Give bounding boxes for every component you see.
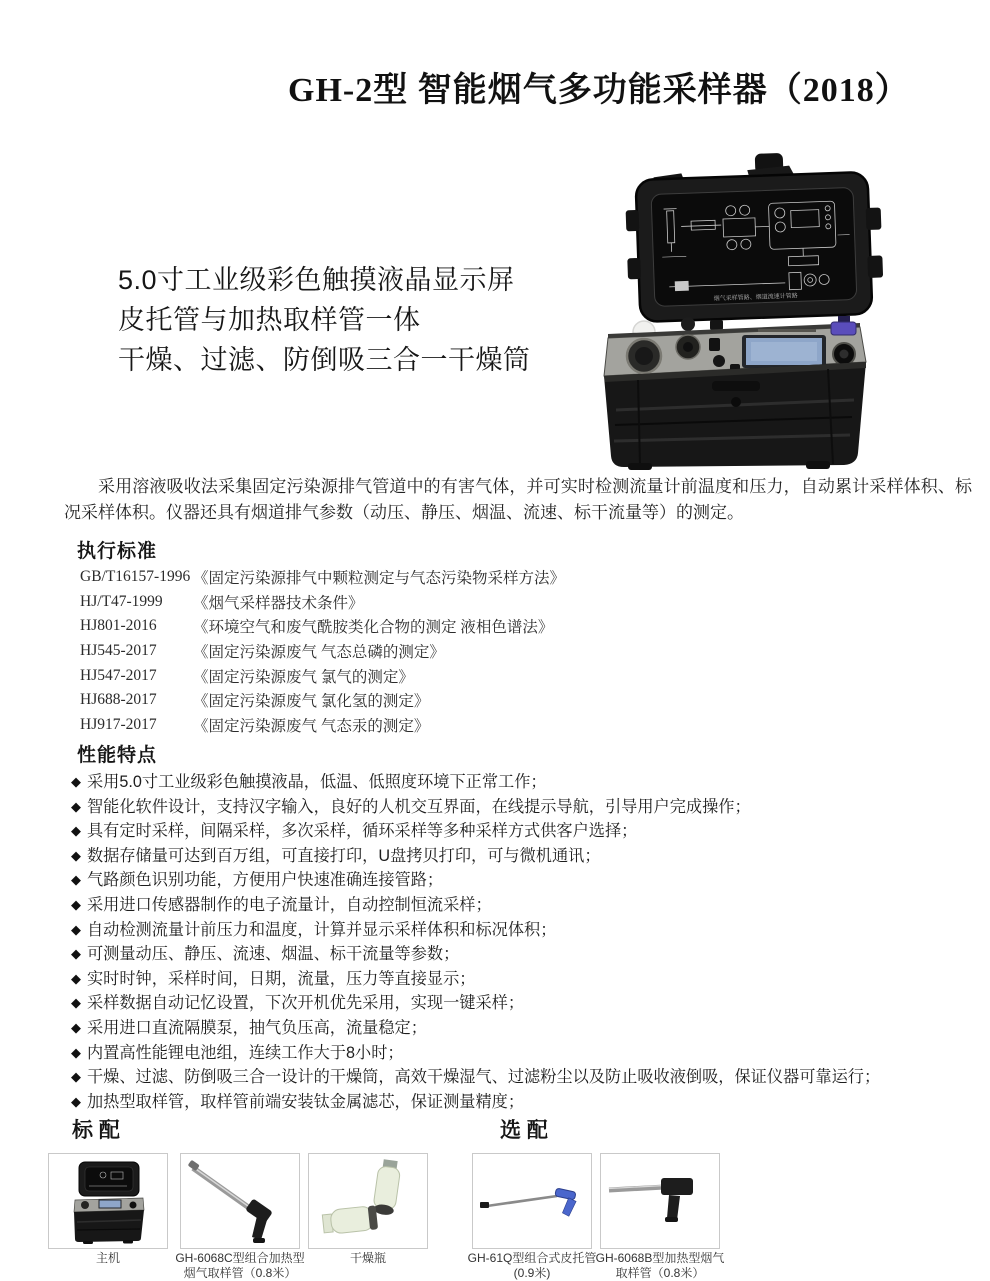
feature-text: 采用进口直流隔膜泵，抽气负压高，流量稳定； <box>87 1018 427 1037</box>
diamond-bullet-icon: ◆ <box>71 1069 81 1085</box>
standards-list <box>80 565 840 737</box>
hero-slogans <box>118 260 531 380</box>
caption-line: GH-6068C型组合加热型 <box>175 1251 305 1265</box>
standard-name: 《固定污染源废气 氯化氢的测定》 <box>193 693 430 711</box>
feature-item <box>71 919 961 944</box>
feature-item <box>71 1091 961 1116</box>
standard-code: HJ801-2016 <box>80 617 157 635</box>
caption-line: GH-61Q型组合式皮托管 <box>467 1251 597 1265</box>
diamond-bullet-icon: ◆ <box>71 823 81 839</box>
caption-line: (0.9米) <box>513 1266 551 1280</box>
feature-item <box>71 1017 961 1042</box>
diamond-bullet-icon: ◆ <box>71 970 81 986</box>
feature-item <box>71 968 961 993</box>
standard-name: 《固定污染源废气 气态汞的测定》 <box>193 717 430 735</box>
diamond-bullet-icon: ◆ <box>71 1044 81 1060</box>
thumbnail-caption <box>293 1251 443 1266</box>
diamond-bullet-icon: ◆ <box>71 872 81 888</box>
feature-text: 加热型取样管，取样管前端安装钛金属滤芯，保证测量精度； <box>87 1092 525 1111</box>
sampler-device-illustration <box>592 148 990 470</box>
feature-text: 内置高性能锂电池组，连续工作大于8小时； <box>87 1043 404 1062</box>
device-photo <box>592 148 990 470</box>
caption-line: 烟气取样管（0.8米） <box>183 1266 297 1280</box>
standard-name: 《烟气采样器技术条件》 <box>193 594 364 612</box>
feature-item <box>71 894 961 919</box>
thumbnail-pitot-tube <box>472 1153 592 1249</box>
page-title: GH-2型 智能烟气多功能采样器（2018） <box>288 72 910 109</box>
diamond-bullet-icon: ◆ <box>71 995 81 1011</box>
standard-name: 《固定污染源废气 氯气的测定》 <box>193 668 414 686</box>
feature-text: 可测量动压、静压、流速、烟温、标干流量等参数； <box>87 945 460 964</box>
diamond-bullet-icon: ◆ <box>71 946 81 962</box>
intro-paragraph: 采用溶液吸收法采集固定污染源排气管道中的有害气体，并可实时检测流量计前温度和压力，自动累计采样体积、标况采样体积。仪器还具有烟道排气参数（动压、静压、烟温、流速、标干流量等）的测定。 <box>64 477 972 522</box>
diamond-bullet-icon: ◆ <box>71 921 81 937</box>
caption-line: 主机 <box>95 1251 120 1265</box>
standard-code: HJ547-2017 <box>80 666 157 684</box>
feature-text: 实时时钟，采样时间，日期，流量，压力等直接显示； <box>87 969 476 988</box>
feature-text: 采用进口传感器制作的电子流量计，自动控制恒流采样； <box>87 895 492 914</box>
standard-code: HJ/T47-1999 <box>80 592 163 610</box>
standards-heading: 执行标准 <box>77 541 158 562</box>
diamond-bullet-icon: ◆ <box>71 1093 81 1109</box>
feature-item <box>71 943 961 968</box>
thumbnail-caption <box>585 1251 735 1281</box>
caption-line: 取样管（0.8米） <box>615 1266 705 1280</box>
feature-text: 数据存储量可达到百万组，可直接打印，U盘拷贝打印，可与微机通讯； <box>87 846 601 865</box>
feature-item <box>71 1042 961 1067</box>
standard-code: HJ688-2017 <box>80 691 157 709</box>
diamond-bullet-icon: ◆ <box>71 847 81 863</box>
feature-text: 干燥、过滤、防倒吸三合一设计的干燥筒，高效干燥湿气、过滤粉尘以及防止吸收液倒吸，保证仪器可靠运行； <box>87 1068 881 1087</box>
drying-bottle-thumbnail-illustration <box>309 1154 427 1248</box>
thumbnail-heated-probe-c <box>180 1153 300 1249</box>
standard-row <box>80 614 840 639</box>
feature-item <box>71 1066 961 1091</box>
thumbnail-drying-bottle <box>308 1153 428 1249</box>
feature-item <box>71 820 961 845</box>
main-unit-thumbnail-illustration <box>49 1154 167 1248</box>
diamond-bullet-icon: ◆ <box>71 1019 81 1035</box>
thumbnail-caption <box>33 1251 183 1266</box>
standard-code: HJ917-2017 <box>80 715 157 733</box>
diamond-bullet-icon: ◆ <box>71 798 81 814</box>
lid-caption-text: 烟气采样管路、烟道流速计管路 <box>713 293 798 303</box>
purple-connector <box>831 322 856 335</box>
standard-name: 《固定污染源排气中颗粒测定与气态污染物采样方法》 <box>193 570 566 588</box>
standard-code: GB/T16157-1996 <box>80 568 191 586</box>
diamond-bullet-icon: ◆ <box>71 774 81 789</box>
slogan-line: 5.0寸工业级彩色触摸液晶显示屏 <box>118 265 515 295</box>
standard-package-heading: 标 配 <box>72 1119 120 1142</box>
optional-package-heading: 选 配 <box>500 1119 548 1142</box>
heated-probe-thumbnail-illustration <box>181 1154 299 1248</box>
slogan-line: 皮托管与加热取样管一体 <box>118 305 421 335</box>
standard-name: 《环境空气和废气酰胺类化合物的测定 液相色谱法》 <box>193 619 554 637</box>
feature-item <box>71 796 961 821</box>
standard-row <box>80 639 840 664</box>
feature-item <box>71 845 961 870</box>
feature-text: 自动检测流量计前压力和温度，计算并显示采样体积和标况体积； <box>87 920 557 939</box>
standard-name: 《固定污染源废气 气态总磷的测定》 <box>193 644 445 662</box>
standard-row <box>80 663 840 688</box>
standard-code: HJ545-2017 <box>80 642 157 660</box>
feature-text: 采用5.0寸工业级彩色触摸液晶，低温、低照度环境下正常工作； <box>87 773 547 791</box>
feature-item <box>71 992 961 1017</box>
thumbnail-main-unit <box>48 1153 168 1249</box>
feature-item <box>71 869 961 894</box>
feature-text: 气路颜色识别功能，方便用户快速准确连接管路； <box>87 871 444 890</box>
thumbnail-heated-probe-b <box>600 1153 720 1249</box>
feature-text: 采样数据自动记忆设置，下次开机优先采用，实现一键采样； <box>87 994 525 1013</box>
feature-text: 智能化软件设计，支持汉字输入，良好的人机交互界面，在线提示导航，引导用户完成操作； <box>87 797 751 816</box>
case-body <box>604 362 866 470</box>
feature-item <box>71 771 961 796</box>
standard-row <box>80 590 840 615</box>
features-list <box>71 771 961 1115</box>
features-heading: 性能特点 <box>77 745 158 766</box>
pitot-tube-thumbnail-illustration <box>473 1154 591 1248</box>
standard-row <box>80 713 840 738</box>
feature-text: 具有定时采样，间隔采样，多次采样，循环采样等多种采样方式供客户选择； <box>87 822 638 841</box>
heated-probe-b-thumbnail-illustration <box>601 1154 719 1248</box>
caption-line: GH-6068B型加热型烟气 <box>595 1251 725 1265</box>
slogan-line: 干燥、过滤、防倒吸三合一干燥筒 <box>118 345 531 375</box>
standard-row <box>80 688 840 713</box>
toggle-switch <box>709 338 720 351</box>
caption-line: 干燥瓶 <box>349 1251 386 1265</box>
diamond-bullet-icon: ◆ <box>71 896 81 912</box>
standard-row <box>80 565 840 590</box>
